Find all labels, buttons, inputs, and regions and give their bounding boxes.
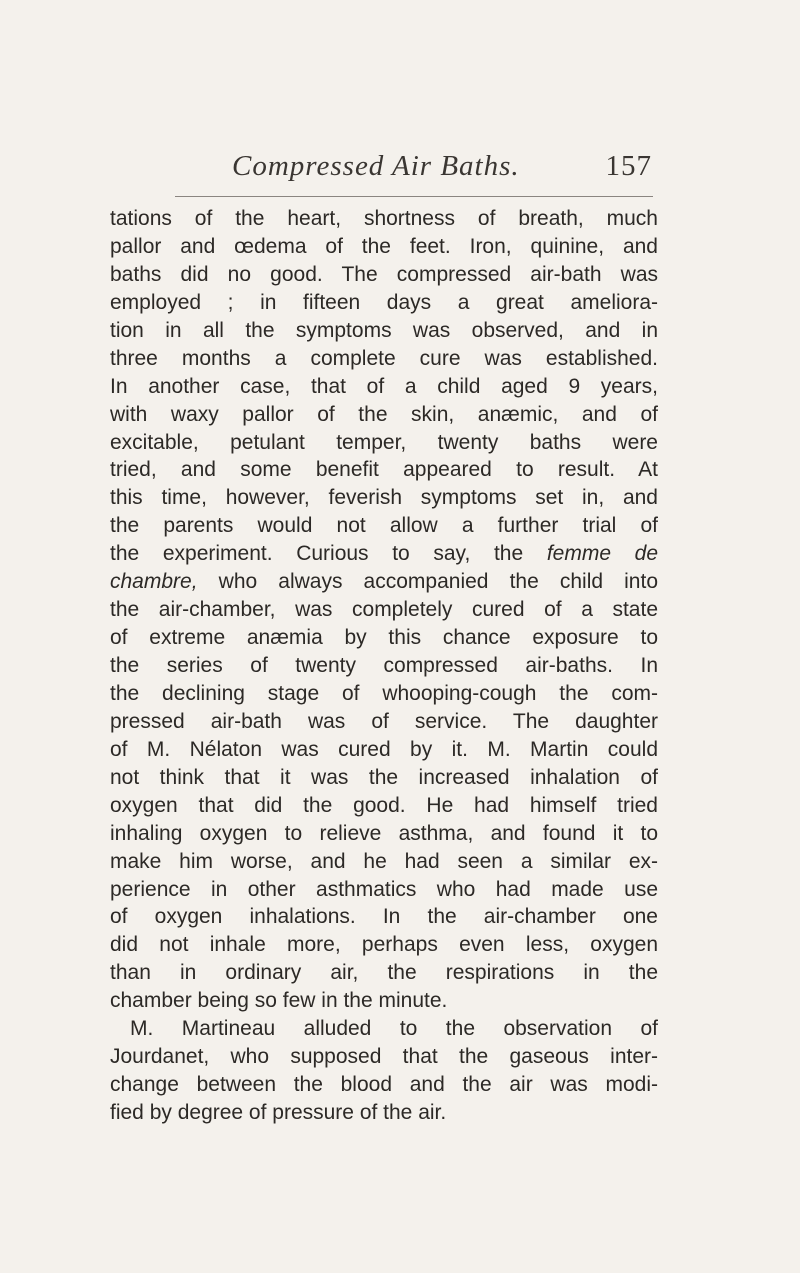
text-line: three months a complete cure was established.	[110, 346, 658, 370]
text-line: the declining stage of whooping-cough the com-	[110, 681, 658, 705]
header-rule	[175, 196, 653, 197]
text-line: employed ; in fifteen days a great ameliora-	[110, 290, 658, 314]
text-line: of oxygen inhalations. In the air-chamber one	[110, 905, 658, 929]
italic-phrase: chambre,	[110, 570, 198, 594]
text-line: inhaling oxygen to relieve asthma, and found it to	[110, 821, 658, 845]
text-line: the series of twenty compressed air-baths. In	[110, 654, 658, 677]
text-line: make him worse, and he had seen a similar ex-	[110, 849, 658, 873]
text-line: In another case, that of a child aged 9 years,	[110, 374, 658, 398]
text-line: M. Martineau alluded to the observation of	[130, 1017, 658, 1041]
text-segment: who always accompanied the child into	[218, 570, 658, 594]
text-line: excitable, petulant temper, twenty baths were	[110, 430, 658, 454]
body-text	[110, 205, 658, 1127]
text-line: tried, and some benefit appeared to result. At	[110, 458, 658, 482]
text-line: the parents would not allow a further trial of	[110, 514, 658, 538]
text-line: chamber being so few in the minute.	[110, 989, 448, 1013]
text-line: pallor and œdema of the feet. Iron, quinine, and	[110, 234, 658, 258]
text-line: than in ordinary air, the respirations in the	[110, 961, 658, 985]
page-number: 157	[605, 150, 652, 182]
text-line: tion in all the symptoms was observed, and in	[110, 318, 658, 342]
text-line: change between the blood and the air was modi-	[110, 1073, 658, 1097]
text-line-with-italic	[110, 540, 658, 568]
text-line: of extreme anæmia by this chance exposure to	[110, 626, 658, 650]
text-line: baths did no good. The compressed air-bath was	[110, 262, 658, 286]
text-line: of M. Nélaton was cured by it. M. Martin could	[110, 737, 658, 761]
text-line: perience in other asthmatics who had made use	[110, 877, 658, 901]
text-line: this time, however, feverish symptoms set in, and	[110, 486, 658, 510]
text-line: not think that it was the increased inhalation of	[110, 765, 658, 789]
text-line: pressed air-bath was of service. The daughter	[110, 709, 658, 733]
running-title: Compressed Air Baths.	[232, 150, 520, 182]
text-segment: the experiment. Curious to say, the	[110, 542, 524, 566]
text-line: tations of the heart, shortness of breath, much	[110, 207, 658, 230]
text-line-with-italic	[110, 568, 658, 596]
text-line: fied by degree of pressure of the air.	[110, 1101, 447, 1124]
running-head	[232, 150, 652, 194]
text-line: Jourdanet, who supposed that the gaseous inter-	[110, 1045, 658, 1069]
italic-phrase: femme de	[546, 542, 659, 566]
text-line: the air-chamber, was completely cured of a state	[110, 598, 658, 622]
text-line: with waxy pallor of the skin, anæmic, and of	[110, 402, 658, 426]
text-line: did not inhale more, perhaps even less, oxygen	[110, 933, 658, 957]
text-line: oxygen that did the good. He had himself tried	[110, 793, 658, 817]
